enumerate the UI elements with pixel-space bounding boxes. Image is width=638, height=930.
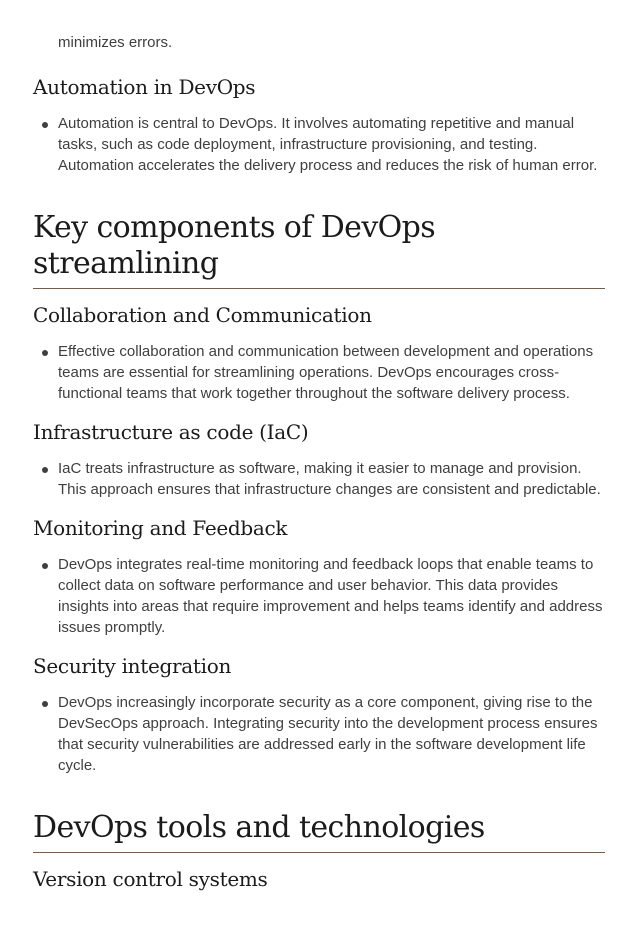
list-item (33, 113, 605, 176)
list-item-text: DevOps integrates real-time monitoring and feedback loops that enable teams to collect data on software performance and user behavior. This data provides insights into areas that require improvement and helps teams identify and address issues promptly. (58, 556, 603, 636)
automation-list (33, 113, 605, 176)
list-item-text: Effective collaboration and communication between development and operations teams are essential for streamlining operations. DevOps encourages cross-functional teams that work together throughout the software delivery process. (58, 343, 594, 402)
list-item (33, 341, 605, 404)
security-list (33, 692, 605, 776)
list-item-text: Automation is central to DevOps. It involves automating repetitive and manual tasks, such as code deployment, infrastructure provisioning, and testing. Automation accelerates the delivery process and reduces the risk of human error. (58, 115, 598, 174)
section-heading-tools: DevOps tools and technologies (33, 810, 605, 853)
article-content (33, 0, 605, 893)
subsection-heading-monitoring: Monitoring and Feedback (33, 516, 288, 540)
section-heading-automation: Automation in DevOps (33, 75, 256, 99)
subsection-heading-version-control: Version control systems (33, 867, 268, 891)
iac-list (33, 458, 605, 500)
list-item (33, 554, 605, 638)
bullet-icon (42, 563, 48, 569)
subsection-heading-security: Security integration (33, 654, 232, 678)
list-item (33, 458, 605, 500)
list-item (33, 692, 605, 776)
subsection-heading-collaboration: Collaboration and Communication (33, 303, 372, 327)
list-item-text: DevOps increasingly incorporate security as a core component, giving rise to the DevSecOps approach. Integrating security into the development process ensures that security vulnerabilities are addressed early in the software development life cycle. (58, 694, 598, 774)
bullet-icon (42, 701, 48, 707)
bullet-icon (42, 350, 48, 356)
monitoring-list (33, 554, 605, 638)
bullet-icon (42, 467, 48, 473)
collaboration-list (33, 341, 605, 404)
subsection-heading-iac: Infrastructure as code (IaC) (33, 420, 309, 444)
continuation-text: minimizes errors. (58, 34, 173, 51)
bullet-icon (42, 122, 48, 128)
section-heading-key-components: Key components of DevOps streamlining (33, 210, 605, 289)
list-item-text: IaC treats infrastructure as software, making it easier to manage and provision. This approach ensures that infrastructure changes are consistent and predictable. (58, 460, 601, 498)
